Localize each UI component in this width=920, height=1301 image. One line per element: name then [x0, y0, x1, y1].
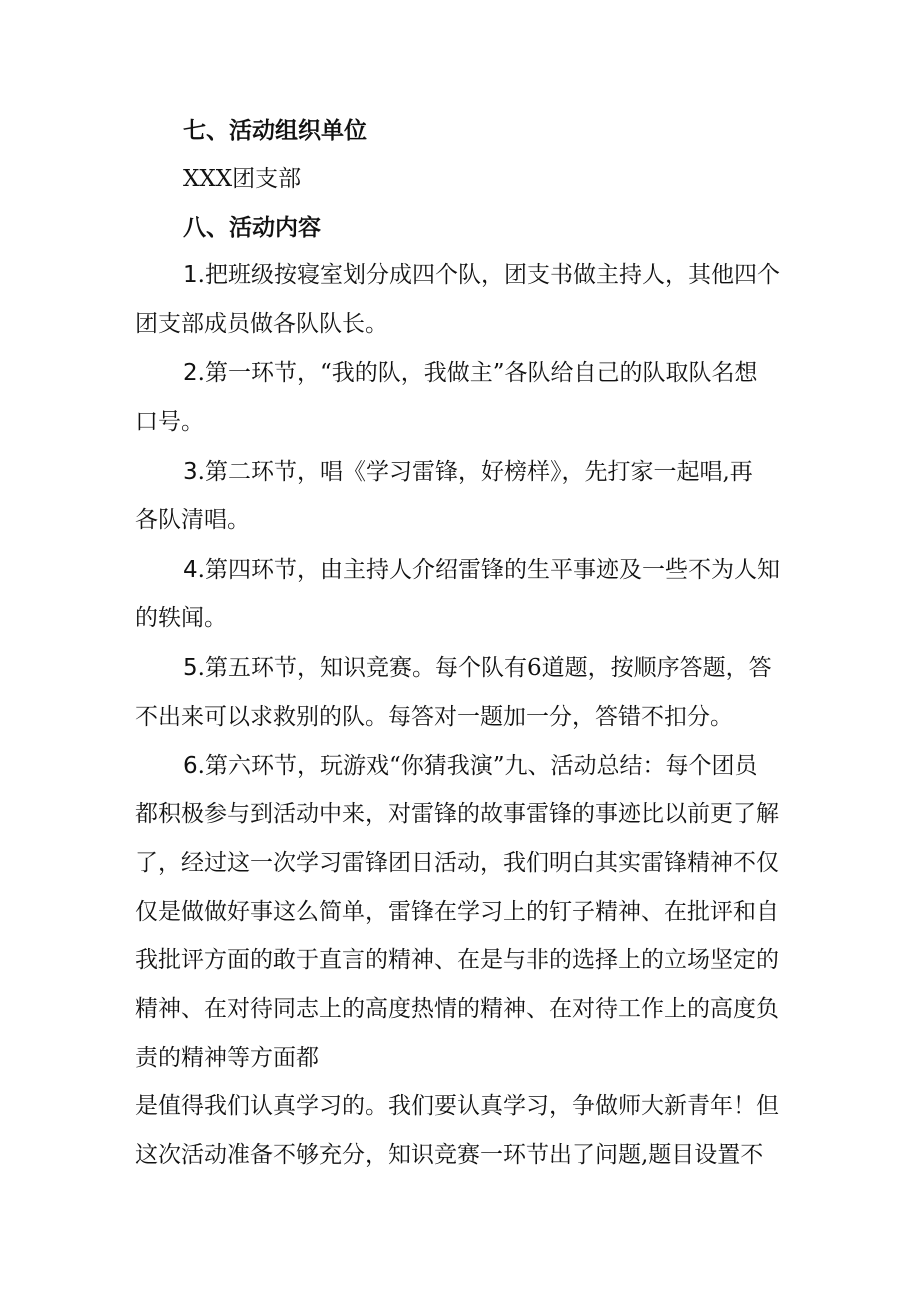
item-1-line-1 — [183, 258, 780, 292]
item-6-line-4: 仅是做做好事这么简单，雷锋在学习上的钉子精神、在批评和自 — [135, 899, 779, 925]
item-2-number: 2 — [183, 360, 198, 386]
item-6-number: 6 — [183, 753, 198, 779]
item-4-text-1: .第四环节，由主持人介绍雷锋的生平事迹及一些不为人知 — [197, 557, 780, 583]
item-6-line-5: 我批评方面的敢于直言的精神、在是与非的选择上的立场坚定的 — [135, 947, 779, 973]
item-6-line-2: 都积极参与到活动中来，对雷锋的故事雷锋的事迹比以前更了解 — [135, 801, 779, 827]
item-2-text-1: .第一环节，“我的队，我做主”各队给自己的队取队名想 — [197, 360, 758, 386]
item-5-line-1 — [183, 651, 772, 685]
item-5-line-2: 不出来可以求救别的队。每答对一题加一分，答错不扣分。 — [135, 704, 733, 730]
item-3-line-2: 各队清唱。 — [135, 507, 250, 533]
item-6-line-6: 精神、在对待同志上的高度热情的精神、在对待工作上的高度负 — [135, 996, 779, 1022]
item-5-number: 5 — [183, 655, 198, 681]
item-6-text-1: .第六环节，玩游戏“你猜我演”九、活动总结：每个团员 — [197, 753, 758, 779]
item-1-text-1: .把班级按寝室划分成四个队，团支书做主持人，其他四个 — [197, 262, 780, 288]
continuation-line-1: 是值得我们认真学习的。我们要认真学习，争做师大新青年！但 — [135, 1093, 779, 1119]
item-4-number: 4 — [183, 557, 198, 583]
item-2-line-2: 口号。 — [135, 409, 204, 435]
item-4-line-1 — [183, 553, 780, 587]
item-1-number: 1 — [183, 262, 198, 288]
section7-heading: 七、活动组织单位 — [183, 118, 367, 144]
item-3-text-1: .第二环节，唱《学习雷锋，好榜样》，先打家一起唱,再 — [197, 459, 753, 485]
item-1-line-2: 团支部成员做各队队长。 — [135, 311, 388, 337]
item-2-line-1 — [183, 356, 757, 390]
item-3-line-1 — [183, 455, 753, 489]
item-6-line-3: 了，经过这一次学习雷锋团日活动，我们明白其实雷锋精神不仅 — [135, 850, 779, 876]
item-6-line-7: 责的精神等方面都 — [135, 1045, 319, 1071]
continuation-line-2: 这次活动准备不够充分，知识竞赛一环节出了问题,题目设置不 — [135, 1142, 764, 1168]
section8-heading: 八、活动内容 — [183, 215, 321, 241]
item-6-line-1 — [183, 749, 757, 783]
item-4-line-2: 的轶闻。 — [135, 605, 227, 631]
item-5-text-1: .第五环节，知识竞赛。每个队有6道题，按顺序答题，答 — [197, 655, 772, 681]
section7-org: XXX团支部 — [183, 166, 302, 192]
item-3-number: 3 — [183, 459, 198, 485]
